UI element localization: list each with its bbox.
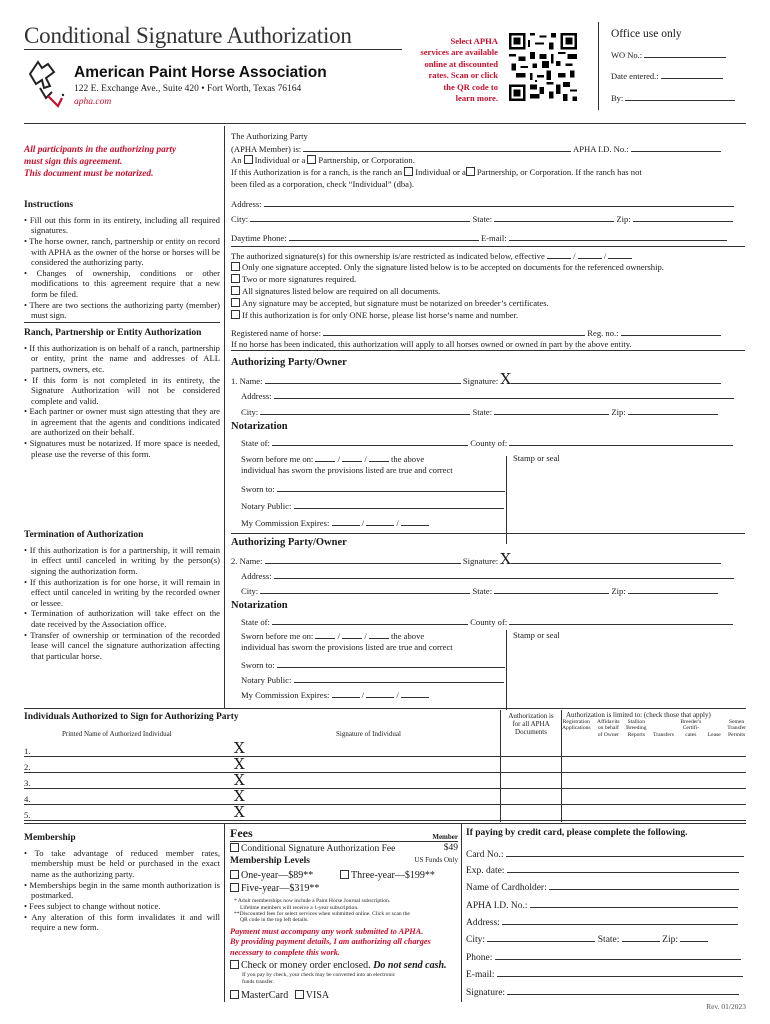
five-year-option[interactable]: Five-year—$319** [230, 883, 458, 895]
owner-2-address[interactable]: Address: [231, 570, 745, 585]
credit-address-field[interactable]: Address: [466, 916, 746, 933]
exp-date-field[interactable]: Exp. date: [466, 864, 746, 881]
ranch-heading: Ranch, Partnership or Entity Authorization [24, 328, 202, 338]
option-any-signature[interactable]: Any signature may be accepted, but signature must be notarized on breeder’s certificates. [231, 298, 745, 310]
owner-1-sworn[interactable]: Sworn before me on: / / the above individual has sworn the provisions listed are true and correct Stamp or seal [241, 453, 560, 475]
individuals-heading: Individuals Authorized to Sign for Authorizing Party [24, 712, 239, 722]
visa-option[interactable]: VISA [295, 990, 329, 1001]
auth-limited-heading: Authorization is limited to: (check those that apply) [566, 711, 711, 719]
column-divider [224, 126, 225, 708]
ranch-partnership-checkbox[interactable] [466, 167, 475, 176]
credit-divider [461, 824, 462, 1002]
option-two-or-more[interactable]: Two or more signatures required. [231, 274, 745, 286]
notarization-notice: All participants in the authorizing party must sign this agreement. This document must be notarized. [24, 145, 177, 180]
owner-1-city-state-zip[interactable]: City: State: Zip: [231, 406, 745, 421]
membership-item: • Any alteration of this form invalidates it and will require a new form. [24, 912, 220, 933]
mastercard-option[interactable]: MasterCard [230, 990, 288, 1001]
title-rule [24, 49, 402, 50]
fees-heading: Fees [230, 826, 253, 840]
one-year-option[interactable]: One-year—$89** [230, 870, 340, 882]
termination-item: • Termination of authorization will take effect on the date received by the Association office. [24, 608, 220, 629]
individual-row[interactable]: 3. X [24, 773, 500, 789]
owner-2-section: Authorizing Party/Owner 2. Name: Signature: X Address: City: State: Zip: Notarization State of: County of: Sworn before me on: / / the above individual has sworn the provisions listed are true and correct Stamp or seal Sworn to: Notary Public: My Commission Expires: / / [231, 537, 745, 701]
revision-label: Rev. 01/2023 [706, 1002, 746, 1011]
membership-levels-label: Membership Levels [230, 856, 310, 867]
party-contact-section [231, 198, 745, 244]
office-title: Office use only [611, 28, 682, 40]
left-divider [24, 322, 220, 323]
by-field[interactable]: By: [611, 92, 748, 103]
owner-2-sworn-to[interactable]: Sworn to: [231, 659, 745, 674]
ranch-section [24, 328, 220, 460]
fees-section: Fees Member Conditional Signature Authorization Fee $49 Membership Levels US Funds Only One-year—$89** Three-year—$199** Five-year—$319** * Adult memberships now include a Paint Horse Journal subscription. Lifetime members will receive a 1-year subscription. **Discounted fees for select services when submitted online. Click or scan the QR code in the top left details. Payment must accompany any work submitted to APHA. By providing payment details, I am authorizing all charges necessary to complete this work. Check or money order enclosed. Do not send cash. If you pay by check, your check may be converted into an electronic funds transfer. MasterCard VISA [230, 826, 458, 1001]
instruction-item: • There are two sections the authorizing party (member) must sign. [24, 300, 220, 321]
bottom-divider [24, 823, 746, 824]
cardholder-field[interactable]: Name of Cardholder: [466, 881, 746, 899]
individual-checkbox[interactable] [244, 155, 253, 164]
owner-1-state-county[interactable]: State of: County of: [231, 437, 745, 453]
owner-1-stamp: Stamp or seal [513, 453, 560, 463]
restriction-section [231, 250, 745, 322]
individual-row[interactable]: 4. X [24, 789, 500, 805]
horse-divider [231, 350, 745, 351]
instruction-item: • The horse owner, ranch, partnership or entity on record with APHA as the owner of the horse or horses will be considered the authorizing party. [24, 236, 220, 267]
party-address-field[interactable]: Address: [231, 198, 745, 213]
instruction-item: • Changes of ownership, conditions or other modifications to this agreement require that a new form be filed. [24, 268, 220, 299]
instruction-item: • Fill out this form in its entirety, including all required signatures. [24, 215, 220, 236]
owner-1-notary[interactable]: Notary Public: [231, 500, 745, 517]
termination-heading: Termination of Authorization [24, 530, 144, 540]
membership-section [24, 833, 220, 933]
ranch-item: • If this form is not completed in its entirety, the Signature Authorization will not be considered complete and valid. [24, 375, 220, 406]
three-year-option[interactable]: Three-year—$199** [340, 870, 435, 882]
option-all-signatures[interactable]: All signatures listed below are required on all documents. [231, 286, 745, 298]
ranch-item: • Each partner or owner must sign attesting that they are in agreement that the agents and conditions indicated are authorized on their behalf. [24, 406, 220, 437]
check-option[interactable]: Check or money order enclosed. Do not send cash. [230, 960, 458, 972]
owner-2-name-signature[interactable]: 2. Name: Signature: X [231, 552, 745, 570]
org-name: American Paint Horse Association [74, 64, 327, 81]
credit-heading: If paying by credit card, please complete the following. [466, 828, 688, 838]
date-entered-field[interactable]: Date entered.: [611, 70, 748, 81]
individuals-rows [24, 741, 500, 821]
option-only-one[interactable]: Only one signature accepted. Only the signature listed below is to be accepted on documents for the referenced ownership. [231, 262, 745, 274]
header-divider [24, 123, 746, 124]
owner-2-city-state-zip[interactable]: City: State: Zip: [231, 585, 745, 600]
org-address: 122 E. Exchange Ave., Suite 420 • Fort Worth, Texas 76164 [74, 84, 302, 94]
ranch-item: • Signatures must be notarized. If more space is needed, please use the reverse of this form. [24, 438, 220, 459]
owner-2-sworn[interactable]: Sworn before me on: / / the above individual has sworn the provisions listed are true and correct Stamp or seal [241, 630, 560, 652]
partnership-checkbox[interactable] [307, 155, 316, 164]
owner-1-name-signature[interactable]: 1. Name: Signature: X [231, 372, 745, 390]
col-affidavits: Affidavits on behalf of Owner [597, 719, 620, 738]
stamp-divider-2 [506, 630, 507, 710]
stamp-divider [506, 456, 507, 544]
credit-phone-field[interactable]: Phone: [466, 951, 746, 968]
individual-row[interactable]: 2. X [24, 757, 500, 773]
org-website-link[interactable]: apha.com [74, 97, 112, 107]
auth-all-docs: Authorization is for all APHA Documents [508, 712, 554, 737]
col-stallion: Stallion Breeding Reports [626, 719, 647, 738]
credit-email-field[interactable]: E-mail: [466, 968, 746, 986]
office-use-box [598, 22, 748, 110]
credit-section [466, 828, 746, 1002]
column-divider-bottom [224, 824, 225, 1002]
ranch-item: • If this authorization is on behalf of a ranch, partnership or entity, print the name and addresses of ALL partners, owners, etc. [24, 343, 220, 374]
col-semen: Semen Transfer Permits [727, 719, 746, 738]
col-printed-name: Printed Name of Authorized Individual [62, 730, 172, 738]
owner-divider [231, 533, 745, 534]
col-lease: Lease [707, 732, 721, 738]
authorizing-party-field[interactable]: (APHA Member) is: APHA I.D. No.: [231, 143, 745, 155]
col-transfers: Transfers [653, 732, 674, 738]
online-services-promo[interactable]: Select APHA services are available online at discounted rates. Scan or click the QR code to learn more. [420, 36, 498, 104]
ranch-individual-checkbox[interactable] [404, 167, 413, 176]
termination-section [24, 530, 220, 662]
instructions-section [24, 200, 220, 321]
membership-item: • Memberships begin in the same month authorization is postmarked. [24, 880, 220, 901]
horse-logo-icon [26, 58, 66, 108]
member-label: Member [432, 832, 458, 841]
effective-date-field[interactable]: The authorized signature(s) for this ownership is/are restricted as indicated below, effective / / [231, 250, 745, 262]
option-one-horse[interactable]: If this authorization is for only ONE horse, please list horse’s name and number. [231, 310, 745, 322]
party-city-state-zip[interactable]: City: State: Zip: [231, 213, 745, 232]
individual-row[interactable]: 1. X [24, 741, 500, 757]
credit-city-state-zip[interactable]: City: State: Zip: [466, 933, 746, 951]
owner-1-commission[interactable]: My Commission Expires: / / [231, 517, 745, 529]
owner-2-commission[interactable]: My Commission Expires: / / [231, 689, 745, 701]
authorizing-party-section: The Authorizing Party (APHA Member) is: APHA I.D. No.: An Individual or a Partnership, or Corporation. If this Authorization is for a ranch, is the ranch an Individual or a Partnership, or Corporation. If the ranch has not been filed as a corporation, check “Individual” (dba). [231, 131, 745, 191]
auth-check-rows[interactable] [500, 741, 746, 821]
individual-row[interactable]: 5. X [24, 805, 500, 821]
col-signature: Signature of Individual [336, 730, 401, 738]
owner-1-section: Authorizing Party/Owner 1. Name: Signature: X Address: City: State: Zip: Notarization State of: County of: Sworn before me on: / / the above individual has sworn the provisions listed are true and correct Stamp or seal Sworn to: Notary Public: My Commission Expires: / / [231, 357, 745, 529]
owner-2-stamp: Stamp or seal [513, 630, 560, 640]
membership-heading: Membership [24, 833, 76, 843]
qr-code-icon[interactable] [509, 33, 577, 101]
membership-item: • To take advantage of reduced member rates, membership must be held or purchased in the exact name as the authorizing party. [24, 848, 220, 879]
owner-2-notary[interactable]: Notary Public: [231, 674, 745, 689]
termination-item: • If this authorization is for one horse, it will remain in effect until canceled in writing by the recorded owner or lessee. [24, 577, 220, 608]
owner-2-state-county[interactable]: State of: County of: [231, 616, 745, 630]
us-funds-label: US Funds Only [414, 856, 458, 865]
party-phone-email[interactable]: Daytime Phone: E-mail: [231, 232, 745, 244]
horse-name-field[interactable]: Registered name of horse: Reg. no.: [231, 327, 745, 339]
page-title: Conditional Signature Authorization [24, 23, 352, 48]
horse-section: Registered name of horse: Reg. no.: If no horse has been indicated, this authorization will apply to all horses owned or owned in part by the above entity. [231, 327, 745, 351]
termination-item: • Transfer of ownership or termination of the recorded lease will cancel the signature authorization affecting that particular horse. [24, 630, 220, 661]
owner-1-sworn-to[interactable]: Sworn to: [231, 483, 745, 500]
party-divider [231, 246, 745, 247]
individuals-divider [24, 708, 746, 709]
instructions-heading: Instructions [24, 200, 74, 210]
payment-notice: Payment must accompany any work submitted to APHA. By providing payment details, I am authorizing all charges necessary to complete this work. [230, 926, 431, 957]
membership-item: • Fees subject to change without notice. [24, 901, 220, 911]
credit-signature-field[interactable]: Signature: [466, 986, 746, 1002]
auth-limited-cols [562, 719, 746, 738]
csa-fee-row[interactable]: Conditional Signature Authorization Fee $49 [230, 843, 458, 856]
wo-number-field[interactable]: WO No.: [611, 49, 748, 60]
termination-item: • If this authorization is for a partnership, it will remain in effect until canceled in writing by the person(s) signing the authorization form. [24, 545, 220, 576]
col-breeders: Breeder's Certifi- cates [680, 719, 702, 738]
card-number-field[interactable]: Card No.: [466, 848, 746, 864]
credit-apha-id-field[interactable]: APHA I.D. No.: [466, 899, 746, 916]
owner-1-address[interactable]: Address: [231, 390, 745, 406]
col-registration: Registration Applications [562, 719, 591, 732]
